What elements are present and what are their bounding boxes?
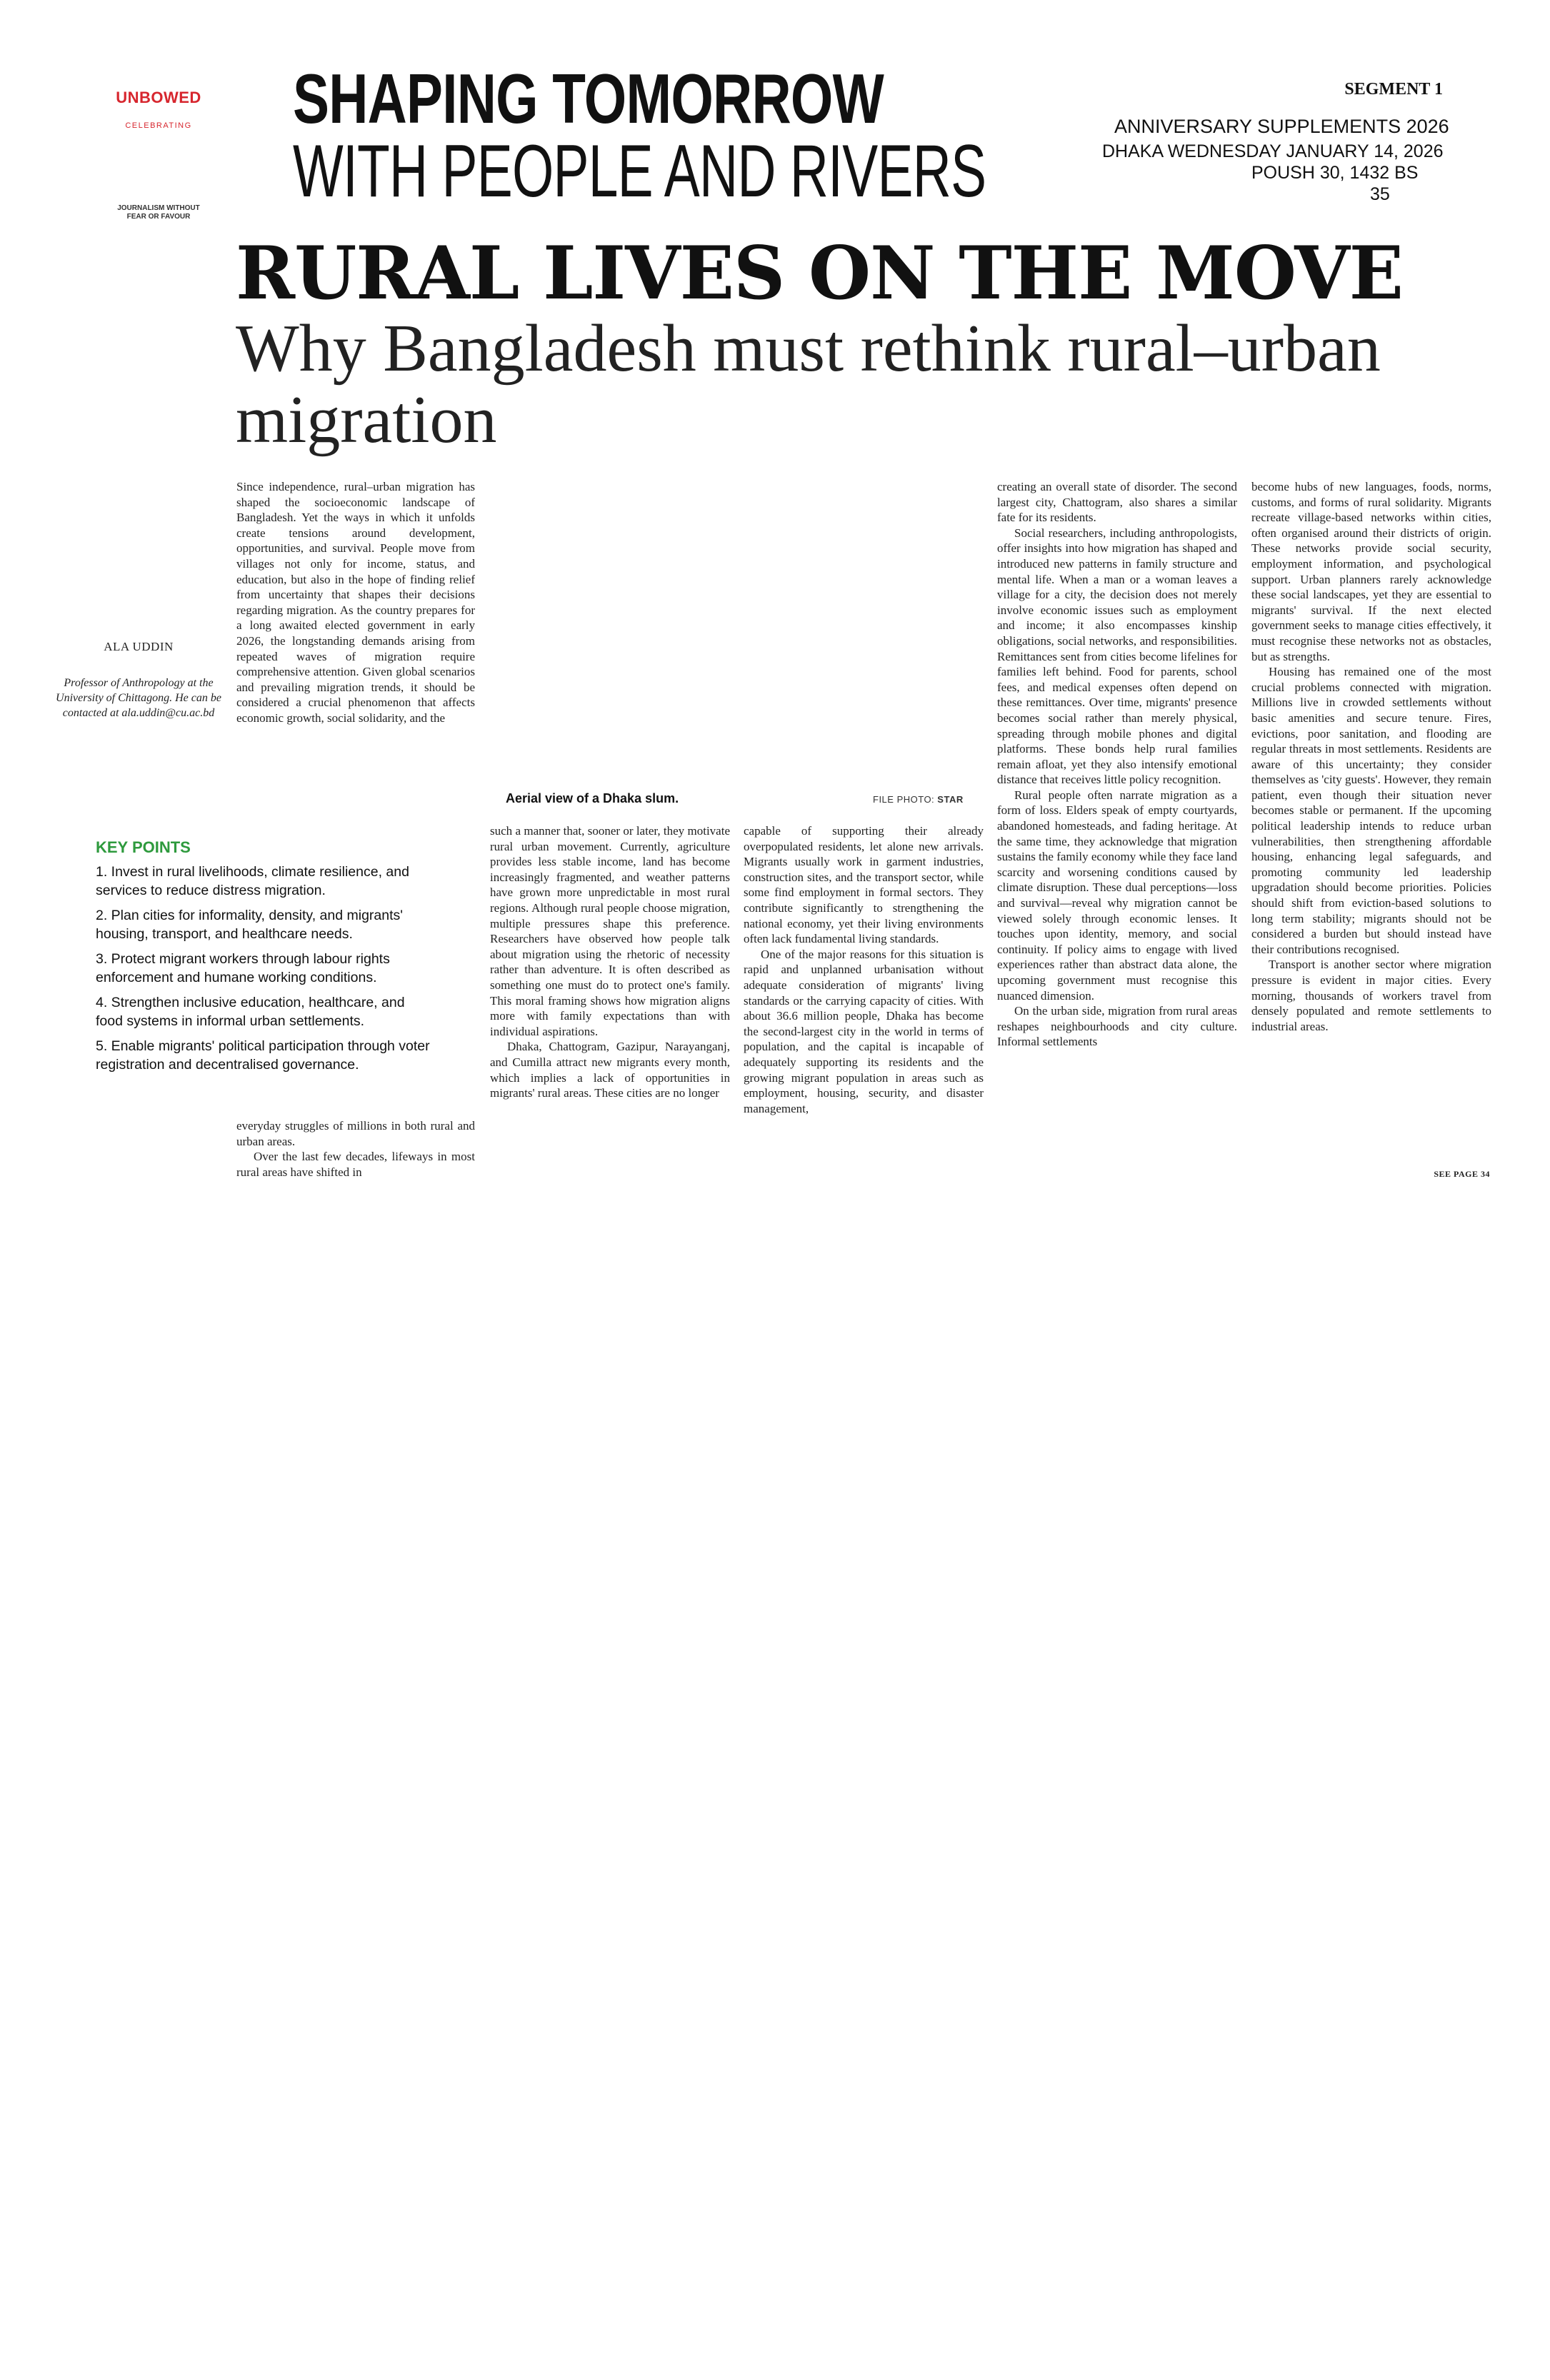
article-paragraph: everyday struggles of millions in both rural and urban areas.	[236, 1119, 475, 1148]
article-paragraph: On the urban side, migration from rural areas reshapes neighbourhoods and city culture. Informal settlements	[997, 1004, 1237, 1049]
supplement-title-line1: SHAPING TOMORROW	[293, 59, 884, 138]
supplement-title-line2: WITH PEOPLE AND RIVERS	[293, 130, 986, 213]
article-paragraph: Since independence, rural–urban migration has shaped the socioeconomic landscape of Bangladesh. Yet the ways in which it unfolds create tensions around development, opportunities, and survival. People move from villages not only for income, status, and education, but also in the hope of finding relief from uncertainty that shapes their decisions regarding migration. As the country prepares for a long awaited elected government in early 2026, the longstanding demands arising from repeated waves of migration require comprehensive attention. Given global scenarios and prevailing migration trends, it should be considered a crucial phenomenon that affects economic growth, social solidarity, and the	[236, 480, 475, 725]
photo-credit-source: STAR	[937, 794, 964, 805]
logo-subtext: CELEBRATING	[125, 121, 192, 130]
article-paragraph: creating an overall state of disorder. The second largest city, Chattogram, also shares a similar fate for its residents.	[997, 480, 1237, 525]
article-paragraph: become hubs of new languages, foods, norms, customs, and forms of rural solidarity. Migrants recreate village-based networks within cities, often organised around their districts of origin. These networks provide social security, employment information, and psychological support. Urban planners rarely acknowledge these social landscapes, yet they are essential to migrants' survival. If the next elected government seeks to manage cities effectively, it must recognise these networks not as obstacles, but as strengths.	[1251, 480, 1491, 663]
key-points-list	[96, 863, 431, 1080]
article-column-3	[744, 823, 984, 1195]
photo-caption: Aerial view of a Dhaka slum.	[506, 791, 679, 805]
newspaper-tagline: JOURNALISM WITHOUT FEAR OR FAVOUR	[117, 204, 200, 221]
photo-credit-label: FILE PHOTO:	[873, 794, 935, 805]
article-paragraph: capable of supporting their already overpopulated residents, let alone new arrivals. Migrants usually work in garment industries, construction sites, and the transport sector, while some find employment in formal sectors. They contribute significantly to strengthening the national economy, yet their living environments often lack fundamental living standards.	[744, 824, 984, 946]
key-point: 3. Protect migrant workers through labour rights enforcement and humane working conditions.	[96, 951, 390, 985]
article-subheadline: Why Bangladesh must rethink rural–urban migration	[236, 311, 1381, 457]
article-headline: RURAL LIVES ON THE MOVE	[236, 231, 1403, 316]
unbowed-logo: UNBOWED	[116, 89, 201, 106]
page-number: 35	[1370, 184, 1390, 204]
author-name: ALA UDDIN	[104, 640, 174, 653]
segment-label: SEGMENT 1	[1344, 80, 1443, 99]
key-point: 2. Plan cities for informality, density, and migrants' housing, transport, and healthcare needs.	[96, 908, 404, 942]
article-paragraph: Over the last few decades, lifeways in most rural areas have shifted in	[236, 1150, 475, 1179]
key-points-title: KEY POINTS	[96, 838, 191, 856]
article-paragraph: such a manner that, sooner or later, they motivate rural urban movement. Currently, agriculture provides less stable income, land has become increasingly fragmented, and weather patterns have grown more unpredictable in most rural regions. Although rural people choose migration, multiple pressures shape this preference. Researchers have observed how people talk about migration using the rhetoric of necessity rather than adventure. It is often described as something one must do to protect one's family. This moral framing shows how migration aligns more with family expectations than with individual aspirations.	[490, 824, 730, 1038]
article-paragraph: Social researchers, including anthropologists, offer insights into how migration has shaped and introduced new patterns in family structure and mental life. When a man or a woman leaves a village for a city, the decision does not merely involve economic issues such as employment and income; it also encompasses kinship obligations, social networks, and responsibilities. Remittances sent from cities become lifelines for families left behind. Food for parents, school fees, and medical expenses often depend on these remittances. Over time, migrants' presence becomes social rather than merely physical, spreading through mobile phones and digital platforms. These bonds help rural families remain afloat, yet they also intensify emotional distance that receives little policy recognition.	[997, 526, 1237, 787]
key-point: 5. Enable migrants' political participation through voter registration and decentralised governance.	[96, 1038, 430, 1073]
photo-credit	[873, 794, 964, 805]
article-paragraph: One of the major reasons for this situation is rapid and unplanned urbanisation without adequate consideration of migrants' living standards or the carrying capacity of cities. With about 36.6 million people, Dhaka has become the second-largest city in the world in terms of population, and the capital is incapable of adequately supporting its residents and the growing migrant population in areas such as employment, housing, security, and disaster management,	[744, 947, 984, 1115]
article-column-4	[997, 479, 1237, 1193]
article-column-2	[490, 823, 730, 1195]
supplement-name: ANNIVERSARY SUPPLEMENTS 2026	[1114, 116, 1449, 137]
article-column-1-top	[236, 479, 475, 799]
dateline: DHAKA WEDNESDAY JANUARY 14, 2026	[1102, 141, 1444, 161]
author-bio: Professor of Anthropology at the University of Chittagong. He can be contacted at ala.uddin@cu.ac.bd	[56, 677, 221, 719]
bangla-date: POUSH 30, 1432 BS	[1251, 163, 1419, 183]
article-paragraph: Rural people often narrate migration as a form of loss. Elders speak of empty courtyards, abandoned homesteads, and fading heritage. At the same time, they acknowledge that migration sustains the family economy while they face land scarcity and worsening conditions caused by climate disruption. These dual perceptions—loss and survival—reveal why migration cannot be viewed solely through economic lenses. It touches upon identity, memory, and social continuity. If policy aims to engage with lived experiences rather than abstract data alone, the upcoming government must recognise this nuanced dimension.	[997, 788, 1237, 1003]
article-column-1-bottom	[236, 1118, 475, 1190]
article-paragraph: Dhaka, Chattogram, Gazipur, Narayanganj, and Cumilla attract new migrants every month, which implies a lack of opportunities in migrants' rural areas. These cities are no longer	[490, 1040, 730, 1100]
article-paragraph: Housing has remained one of the most crucial problems connected with migration. Millions live in crowded settlements without basic amenities and secure tenure. Fires, evictions, poor sanitation, and flooding are regular threats in most settlements. Residents are aware of this uncertainty; they consider themselves as 'city guests'. However, they remain patient, even though their situation never becomes stable or permanent. If the upcoming political leadership intends to reduce urban vulnerabilities, then strengthening affordable housing, enhancing legal safeguards, and promoting community led leadership upgradation should become priorities. Policies should shift from eviction-based solutions to long term stability; migrants should not be considered a burden but should instead have their contributions recognised.	[1251, 665, 1491, 956]
article-column-5	[1251, 479, 1491, 1179]
continuation-link[interactable]: SEE PAGE 34	[1434, 1169, 1490, 1179]
article-paragraph: Transport is another sector where migration pressure is evident in major cities. Every morning, thousands of workers travel from densely populated and remote settlements to industrial areas.	[1251, 958, 1491, 1033]
key-point: 4. Strengthen inclusive education, healthcare, and food systems in informal urban settlements.	[96, 995, 405, 1029]
key-point: 1. Invest in rural livelihoods, climate resilience, and services to reduce distress migration.	[96, 864, 409, 898]
